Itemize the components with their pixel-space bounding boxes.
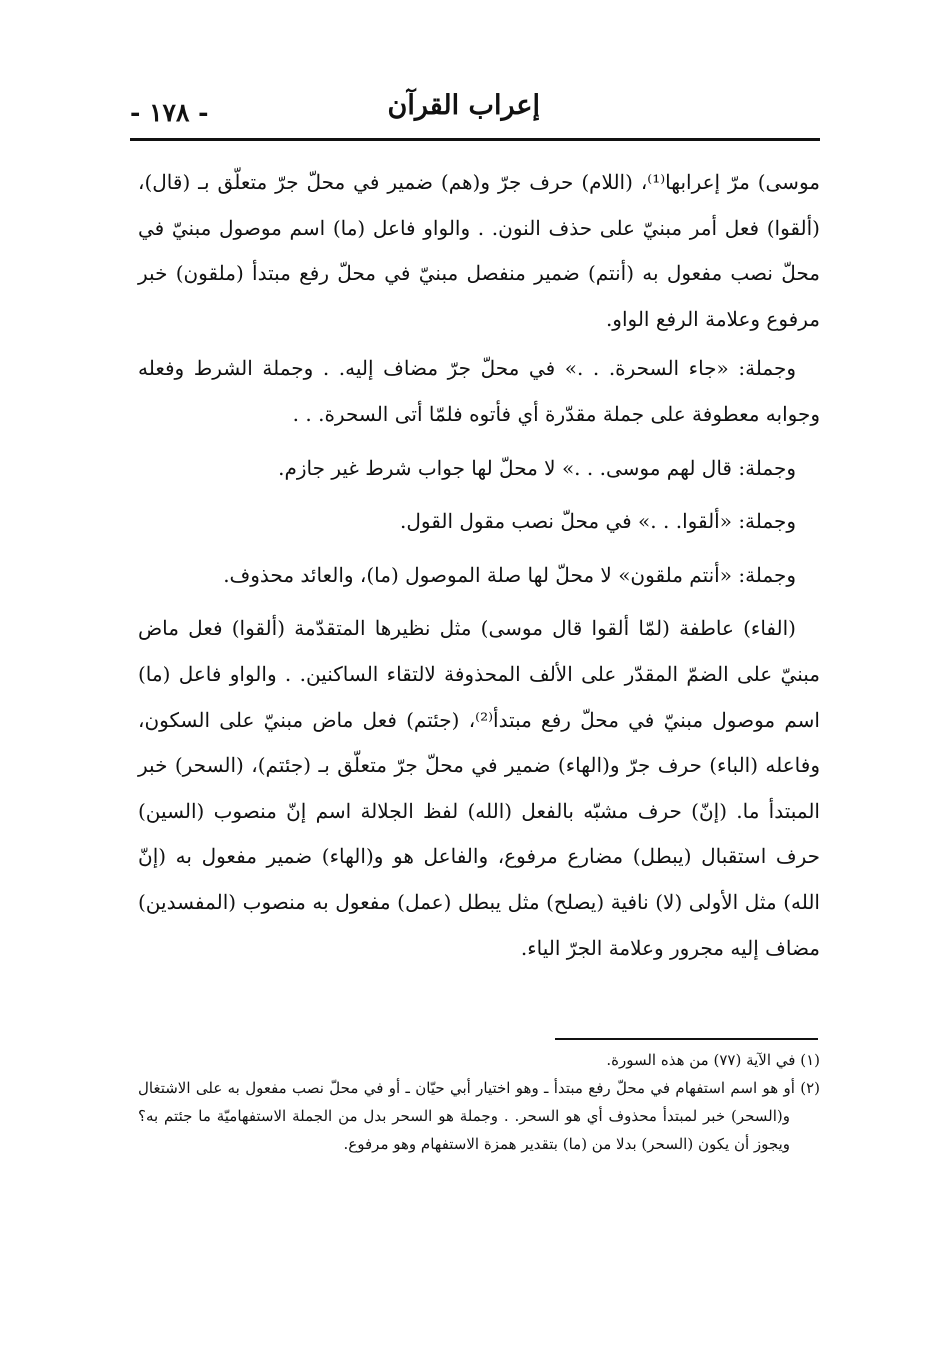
paragraph-1: موسى) مرّ إعرابها⁽¹⁾، (اللام) حرف جرّ و(هم) ضمير في محلّ جرّ متعلّق بـ (قال)، (ألقوا) فعل أمر مبنيّ على حذف النون. . والواو فاعل (ما) اسم موصول مبنيّ في محلّ نصب مفعول به (أنتم) ضمير منفصل مبنيّ في محلّ رفع مبتدأ (ملقون) خبر مرفوع وعلامة الرفع الواو. xyxy=(138,170,820,331)
footnote-2: (٢) أو هو اسم استفهام في محلّ رفع مبتدأ ـ وهو اختيار أبي حيّان ـ أو في محلّ نصب مفعول به على الاشتغال و(السحر) خبر لمبتدأ محذوف أي هو السحر. . وجملة هو السحر بدل من الجملة الاستفهاميّة ما جئتم به؟ ويجوز أن يكون (السحر) بدلا من (ما) بتقدير همزة الاستفهام وهو مرفوع. xyxy=(138,1079,820,1153)
paragraph-3: وجملة: قال لهم موسى. . .» لا محلّ لها جواب شرط غير جازم. xyxy=(278,455,796,480)
paragraph-2: وجملة: «جاء السحرة. . .» في محلّ جرّ مضاف إليه. . وجملة الشرط وفعله وجوابه معطوفة على جملة مقدّرة أي فأتوه فلمّا أتى السحرة. . . xyxy=(138,356,820,426)
paragraph-6: (الفاء) عاطفة (لمّا ألقوا قال موسى) مثل نظيرها المتقدّمة (ألقوا) فعل ماض مبنيّ على الضمّ المقدّر على الألف المحذوفة لالتقاء الساكنين. . والواو فاعل (ما) اسم موصول مبنيّ في محلّ رفع مبتدأ⁽²⁾، (جئتم) فعل ماض مبنيّ على السكون، وفاعله (الباء) حرف جرّ و(الهاء) ضمير في محلّ جرّ متعلّق بـ (جئتم)، (السحر) خبر المبتدأ ما. (إنّ) حرف مشبّه بالفعل (الله) لفظ الجلالة اسم إنّ منصوب (السين) حرف استقبال (يبطل) مضارع مرفوع، والفاعل هو و(الهاء) ضمير مفعول به (إنّ الله) مثل الأولى (لا) نافية (يصلح) مثل يبطل (عمل) مفعول به منصوب (المفسدين) مضاف إليه مجرور وعلامة الجرّ الياء. xyxy=(138,616,820,960)
header-rule xyxy=(130,138,820,141)
footnote-rule xyxy=(555,1038,818,1040)
main-text xyxy=(138,160,820,971)
paragraph-5: وجملة: «أنتم ملقون» لا محلّ لها صلة الموصول (ما)، والعائد محذوف. xyxy=(223,562,796,587)
book-title: إعراب القرآن xyxy=(387,90,540,121)
page-number: - ١٧٨ - xyxy=(130,98,209,127)
paragraph-4: وجملة: «ألقوا. . .» في محلّ نصب مقول القول. xyxy=(400,509,796,534)
footnote-1: (١) في الآية (٧٧) من هذه السورة. xyxy=(606,1051,820,1069)
page-header xyxy=(130,86,820,138)
footnotes xyxy=(138,1046,820,1158)
